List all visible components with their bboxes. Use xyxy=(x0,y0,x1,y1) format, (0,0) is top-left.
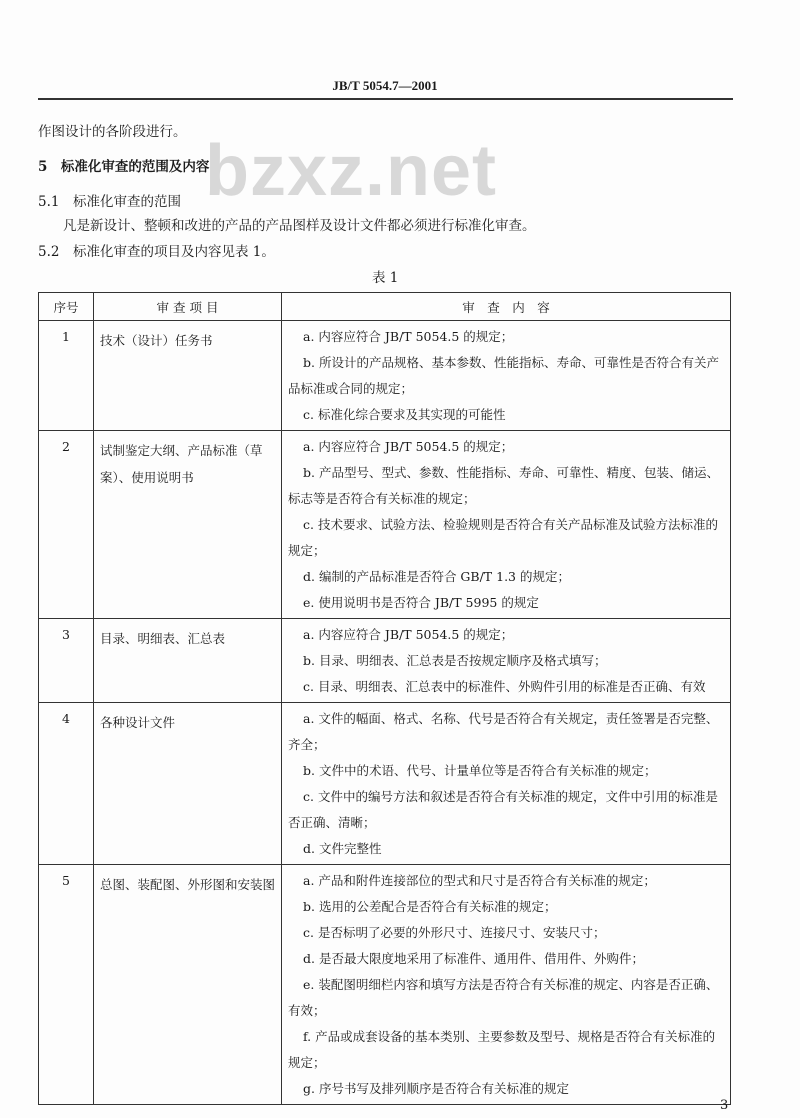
content-item: b. 文件中的术语、代号、计量单位等是否符合有关标准的规定； xyxy=(303,763,657,778)
content-item: f. 产品或成套设备的基本类别、主要参数及型号、规格是否符合有关标准的规定； xyxy=(288,1029,716,1070)
content-item: c. 是否标明了必要的外形尺寸、连接尺寸、安装尺寸； xyxy=(303,925,606,940)
table-row xyxy=(39,321,731,431)
header-no: 序号 xyxy=(39,293,94,321)
row-number: 3 xyxy=(39,619,94,703)
table-row xyxy=(39,619,731,703)
content-item: a. 产品和附件连接部位的型式和尺寸是否符合有关标准的规定； xyxy=(303,873,656,888)
row-number: 1 xyxy=(39,321,94,431)
content-item: d. 是否最大限度地采用了标准件、通用件、借用件、外购件； xyxy=(303,951,644,966)
content-item: b. 选用的公差配合是否符合有关标准的规定； xyxy=(303,899,557,914)
header-item: 审 查 项 目 xyxy=(94,293,282,321)
table-caption: 表 1 xyxy=(372,270,399,286)
watermark: bzxz.net xyxy=(205,131,498,211)
review-table xyxy=(38,292,731,1105)
review-item: 总图、装配图、外形图和安装图 xyxy=(94,865,282,1105)
content-item: a. 内容应符合 JB/T 5054.5 的规定； xyxy=(303,329,514,344)
content-item: b. 所设计的产品规格、基本参数、性能指标、寿命、可靠性是否符合有关产品标准或合同的规定； xyxy=(288,355,719,396)
subsection-heading: 5.1 标准化审查的范围 xyxy=(38,194,181,210)
content-item: e. 使用说明书是否符合 JB/T 5995 的规定 xyxy=(303,595,539,610)
content-item: a. 内容应符合 JB/T 5054.5 的规定； xyxy=(303,627,514,642)
content-item: e. 装配图明细栏内容和填写方法是否符合有关标准的规定、内容是否正确、有效； xyxy=(288,977,719,1018)
content-item: c. 标准化综合要求及其实现的可能性 xyxy=(303,407,506,422)
review-content xyxy=(282,619,731,703)
content-item: g. 序号书写及排列顺序是否符合有关标准的规定 xyxy=(303,1081,569,1096)
content-item: a. 文件的幅面、格式、名称、代号是否符合有关规定，责任签署是否完整、齐全； xyxy=(288,711,719,752)
review-item: 目录、明细表、汇总表 xyxy=(94,619,282,703)
row-number: 4 xyxy=(39,703,94,865)
review-item: 试制鉴定大纲、产品标准（草案）、使用说明书 xyxy=(94,431,282,619)
content-item: b. 目录、明细表、汇总表是否按规定顺序及格式填写； xyxy=(303,653,607,668)
paragraph: 凡是新设计、整顿和改进的产品的产品图样及设计文件都必须进行标准化审查。 xyxy=(63,218,536,234)
review-content xyxy=(282,865,731,1105)
content-item: c. 目录、明细表、汇总表中的标准件、外购件引用的标准是否正确、有效 xyxy=(303,679,706,694)
content-item: d. 编制的产品标准是否符合 GB/T 1.3 的规定； xyxy=(303,569,570,584)
standard-header: JB/T 5054.7—2001 xyxy=(332,78,438,93)
content-item: c. 文件中的编号方法和叙述是否符合有关标准的规定，文件中引用的标准是否正确、清晰； xyxy=(288,789,718,830)
content-item: b. 产品型号、型式、参数、性能指标、寿命、可靠性、精度、包装、储运、标志等是否符合有关标准的规定； xyxy=(288,465,719,506)
content-item: d. 文件完整性 xyxy=(303,841,382,856)
subsection-heading: 5.2 标准化审查的项目及内容见表 1。 xyxy=(38,244,275,260)
content-item: c. 技术要求、试验方法、检验规则是否符合有关产品标准及试验方法标准的规定； xyxy=(288,517,718,558)
header-rule xyxy=(38,98,733,100)
review-content xyxy=(282,703,731,865)
review-content xyxy=(282,321,731,431)
review-item: 各种设计文件 xyxy=(94,703,282,865)
review-content xyxy=(282,431,731,619)
content-item: a. 内容应符合 JB/T 5054.5 的规定； xyxy=(303,439,514,454)
row-number: 2 xyxy=(39,431,94,619)
table-row xyxy=(39,431,731,619)
row-number: 5 xyxy=(39,865,94,1105)
header-content: 审 查 内 容 xyxy=(282,293,731,321)
table-row xyxy=(39,865,731,1105)
table-row xyxy=(39,703,731,865)
section-heading: 5 标准化审查的范围及内容 xyxy=(38,159,210,175)
paragraph: 作图设计的各阶段进行。 xyxy=(38,124,187,140)
page-number: 3 xyxy=(720,1098,729,1113)
review-item: 技术（设计）任务书 xyxy=(94,321,282,431)
